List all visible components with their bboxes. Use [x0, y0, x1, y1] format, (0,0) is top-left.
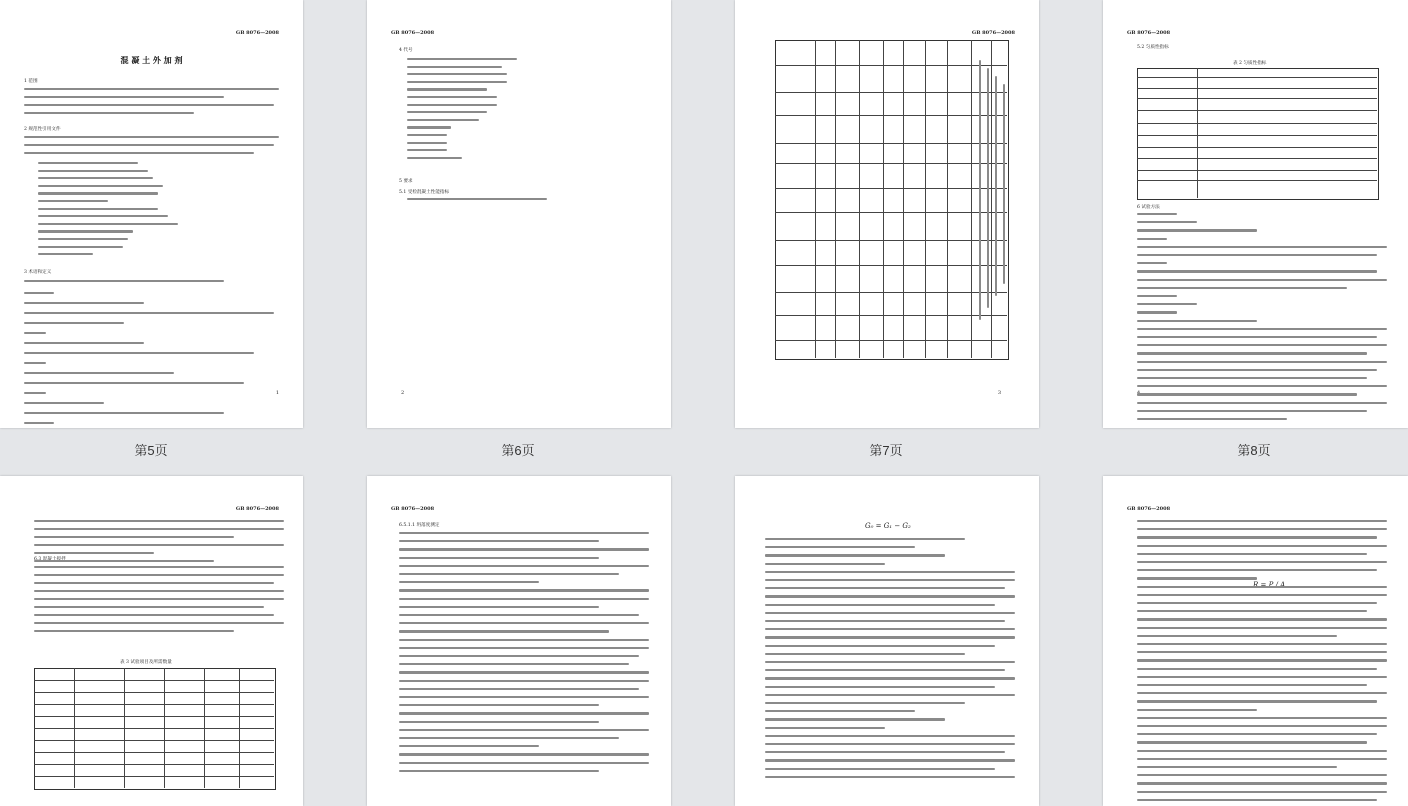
text-line — [765, 595, 1015, 597]
text-line — [399, 696, 649, 698]
table-rule — [34, 740, 274, 741]
text-line — [1137, 651, 1387, 653]
page-label: 第6页 — [501, 443, 535, 458]
text-line — [38, 200, 108, 202]
text-line — [1137, 627, 1387, 629]
text-line — [765, 768, 995, 770]
text-line — [1137, 361, 1387, 363]
table-rule — [1137, 147, 1377, 148]
text-line — [407, 104, 497, 106]
text-line — [399, 737, 619, 739]
table-rule — [34, 704, 274, 705]
text-line — [1137, 709, 1257, 711]
text-line — [399, 729, 649, 731]
table-rule — [815, 40, 816, 358]
formula: G₀ = G₁ − G₂ — [865, 522, 911, 530]
text-line — [34, 528, 284, 530]
table-rule — [34, 752, 274, 753]
text-line — [1137, 295, 1177, 297]
table-rule — [971, 40, 972, 358]
text-line — [1137, 262, 1167, 264]
document-page-6[interactable] — [367, 0, 671, 428]
text-line — [399, 573, 619, 575]
text-line — [1137, 766, 1337, 768]
table-rule — [883, 40, 884, 358]
text-line — [399, 704, 599, 706]
text-line — [407, 96, 497, 98]
text-line — [24, 382, 244, 384]
text-line — [765, 759, 1015, 761]
table-caption: 表 2 匀质性指标 — [1233, 61, 1267, 66]
text-line — [34, 552, 154, 554]
text-line — [765, 710, 915, 712]
text-line — [1137, 536, 1377, 538]
text-line — [1137, 569, 1377, 571]
text-line — [1137, 799, 1377, 801]
text-line — [1137, 750, 1387, 752]
text-line — [34, 560, 214, 562]
table-rule — [903, 40, 904, 358]
text-line — [1137, 287, 1347, 289]
text-line — [399, 581, 539, 583]
text-line — [24, 342, 144, 344]
text-line — [24, 136, 279, 138]
text-line — [407, 66, 502, 68]
section-heading: 5.2 匀质性指标 — [1137, 45, 1169, 50]
text-line — [1137, 336, 1377, 338]
text-line — [407, 81, 507, 83]
text-line — [38, 177, 153, 179]
document-page-10[interactable] — [367, 476, 671, 806]
table-note-line — [987, 68, 989, 308]
table-rule — [775, 265, 1007, 266]
text-line — [24, 112, 194, 114]
text-line — [765, 612, 1015, 614]
text-line — [1137, 328, 1387, 330]
page-header: GB 8076—2008 — [1127, 30, 1171, 36]
text-line — [765, 677, 1015, 679]
table-rule — [775, 340, 1007, 341]
table-rule — [164, 668, 165, 788]
page-number: 2 — [401, 390, 405, 396]
text-line — [407, 111, 487, 113]
text-line — [765, 718, 945, 720]
text-line — [399, 565, 649, 567]
text-line — [765, 587, 1005, 589]
section-heading: 1 范围 — [24, 79, 38, 84]
text-line — [34, 520, 284, 522]
text-line — [1137, 610, 1367, 612]
text-line — [399, 721, 599, 723]
text-line — [1137, 692, 1387, 694]
text-line — [24, 144, 274, 146]
table-rule — [1197, 68, 1198, 198]
text-line — [1137, 213, 1177, 215]
text-line — [24, 392, 46, 394]
text-line — [407, 58, 517, 60]
text-line — [1137, 553, 1367, 555]
text-line — [38, 208, 158, 210]
table-rule — [1137, 135, 1377, 136]
text-line — [1137, 418, 1287, 420]
text-line — [1137, 684, 1367, 686]
text-line — [399, 630, 609, 632]
text-line — [399, 589, 649, 591]
text-line — [38, 253, 93, 255]
document-page-7[interactable] — [735, 0, 1039, 428]
text-line — [765, 579, 1015, 581]
text-line — [34, 590, 284, 592]
standard-title: 混 凝 土 外 加 剂 — [120, 55, 183, 65]
section-heading: 2 规范性引用文件 — [24, 127, 61, 132]
text-line — [1137, 782, 1387, 784]
table-rule — [34, 716, 274, 717]
text-line — [399, 614, 639, 616]
text-line — [1137, 791, 1387, 793]
text-line — [24, 152, 254, 154]
text-line — [34, 544, 284, 546]
table-rule — [947, 40, 948, 358]
text-line — [1137, 643, 1387, 645]
page-header: GB 8076—2008 — [971, 30, 1015, 36]
text-line — [1137, 229, 1257, 231]
text-line — [1137, 238, 1167, 240]
table-rule — [239, 668, 240, 788]
text-line — [407, 88, 487, 90]
text-line — [1137, 774, 1387, 776]
text-line — [1137, 303, 1197, 305]
text-line — [1137, 254, 1377, 256]
text-line — [1137, 410, 1367, 412]
table-rule — [124, 668, 125, 788]
text-line — [1137, 700, 1377, 702]
table-rule — [1137, 180, 1377, 181]
text-line — [399, 557, 599, 559]
text-line — [765, 669, 1005, 671]
section-heading: 5.1 受检混凝土性能指标 — [399, 190, 450, 195]
document-page-12[interactable] — [1103, 476, 1408, 806]
text-line — [765, 571, 1015, 573]
text-line — [765, 563, 885, 565]
text-line — [399, 655, 639, 657]
table-rule — [1137, 123, 1377, 124]
text-line — [399, 688, 639, 690]
text-line — [765, 694, 1015, 696]
text-line — [1137, 246, 1387, 248]
table-rule — [74, 668, 75, 788]
text-line — [24, 322, 124, 324]
table-rule — [775, 163, 1007, 164]
text-line — [407, 134, 447, 136]
text-line — [1137, 586, 1387, 588]
table-rule — [1137, 110, 1377, 111]
text-line — [1137, 393, 1357, 395]
text-line — [399, 548, 649, 550]
text-line — [1137, 344, 1387, 346]
text-line — [1137, 758, 1387, 760]
table-rule — [859, 40, 860, 358]
page-label: 第7页 — [869, 443, 903, 458]
text-line — [407, 157, 462, 159]
text-line — [399, 639, 649, 641]
text-line — [1137, 725, 1387, 727]
text-line — [38, 230, 133, 232]
table-rule — [835, 40, 836, 358]
text-line — [399, 712, 649, 714]
text-line — [1137, 279, 1387, 281]
table-caption: 表 3 试验项目及所需数量 — [120, 660, 172, 665]
text-line — [765, 702, 965, 704]
text-line — [399, 622, 649, 624]
table-rule — [775, 92, 1007, 93]
table-rule — [775, 188, 1007, 189]
text-line — [34, 566, 284, 568]
text-line — [1137, 352, 1367, 354]
text-line — [1137, 385, 1387, 387]
table-rule — [775, 65, 1007, 66]
page-label: 第8页 — [1237, 443, 1271, 458]
text-line — [1137, 377, 1367, 379]
section-heading: 5 要求 — [399, 179, 413, 184]
table-rule — [775, 212, 1007, 213]
table-rule — [34, 692, 274, 693]
page-label: 第5页 — [134, 443, 168, 458]
text-line — [765, 645, 995, 647]
text-line — [765, 727, 885, 729]
text-line — [1137, 618, 1387, 620]
text-line — [765, 751, 1005, 753]
table-rule — [775, 115, 1007, 116]
section-heading: 6.5.1.1 坍落度测定 — [399, 523, 440, 528]
text-line — [399, 745, 539, 747]
text-line — [34, 536, 234, 538]
text-line — [34, 614, 274, 616]
text-line — [24, 302, 144, 304]
section-heading: 4 代号 — [399, 48, 413, 53]
text-line — [38, 170, 148, 172]
text-line — [1137, 528, 1387, 530]
text-line — [38, 215, 168, 217]
text-line — [407, 119, 479, 121]
text-line — [24, 312, 274, 314]
text-line — [24, 292, 54, 294]
text-line — [399, 598, 649, 600]
text-line — [34, 630, 234, 632]
text-line — [765, 776, 1015, 778]
page-number: 3 — [997, 390, 1001, 396]
table-note-line — [1003, 84, 1005, 284]
text-line — [1137, 545, 1387, 547]
text-line — [407, 149, 447, 151]
text-line — [1137, 369, 1377, 371]
text-line — [1137, 320, 1257, 322]
text-line — [38, 246, 123, 248]
text-line — [765, 604, 995, 606]
text-line — [1137, 659, 1387, 661]
text-line — [24, 412, 224, 414]
table-rule — [775, 240, 1007, 241]
text-line — [24, 280, 224, 282]
table-rule — [1137, 98, 1377, 99]
text-line — [765, 628, 1015, 630]
table-rule — [34, 764, 274, 765]
text-line — [1137, 635, 1337, 637]
text-line — [1137, 733, 1377, 735]
table-rule — [775, 292, 1007, 293]
page-header: GB 8076—2008 — [391, 506, 435, 512]
text-line — [1137, 520, 1387, 522]
text-line — [765, 538, 965, 540]
text-line — [38, 238, 128, 240]
text-line — [765, 636, 1015, 638]
table-rule — [991, 40, 992, 358]
section-heading: 6 试验方法 — [1137, 205, 1160, 210]
text-line — [399, 540, 599, 542]
page-header: GB 8076—2008 — [235, 30, 279, 36]
text-line — [765, 620, 1005, 622]
table-grid — [775, 40, 1009, 360]
text-line — [399, 762, 649, 764]
text-line — [407, 142, 447, 144]
table-rule — [775, 315, 1007, 316]
text-line — [1137, 561, 1387, 563]
text-line — [24, 332, 46, 334]
table-rule — [1137, 77, 1377, 78]
text-line — [399, 770, 599, 772]
page-header: GB 8076—2008 — [235, 506, 279, 512]
text-line — [38, 192, 158, 194]
text-line — [399, 753, 649, 755]
text-line — [1137, 402, 1387, 404]
text-line — [765, 686, 995, 688]
text-line — [765, 554, 945, 556]
text-line — [1137, 741, 1367, 743]
text-line — [399, 647, 649, 649]
text-line — [407, 73, 507, 75]
text-line — [24, 422, 54, 424]
text-line — [1137, 221, 1197, 223]
text-line — [1137, 270, 1377, 272]
text-line — [34, 598, 284, 600]
page-number: 1 — [275, 390, 279, 396]
text-line — [24, 362, 46, 364]
text-line — [765, 653, 965, 655]
table-note-line — [995, 76, 997, 296]
text-line — [34, 622, 284, 624]
table-rule — [34, 728, 274, 729]
text-line — [1137, 717, 1387, 719]
text-line — [1137, 311, 1177, 313]
text-line — [399, 606, 599, 608]
text-line — [24, 372, 174, 374]
text-line — [34, 606, 264, 608]
text-line — [765, 546, 915, 548]
text-line — [399, 532, 649, 534]
page-header: GB 8076—2008 — [1127, 506, 1171, 512]
text-line — [1137, 577, 1257, 579]
text-line — [34, 582, 274, 584]
text-line — [1137, 676, 1387, 678]
text-line — [1137, 594, 1387, 596]
table-rule — [1137, 170, 1377, 171]
text-line — [1137, 602, 1377, 604]
text-line — [1137, 668, 1377, 670]
section-heading: 3 术语和定义 — [24, 270, 52, 275]
text-line — [407, 126, 451, 128]
document-page-5[interactable] — [0, 0, 303, 428]
text-line — [765, 743, 1015, 745]
table-rule — [204, 668, 205, 788]
table-note-line — [979, 60, 981, 320]
text-line — [399, 680, 649, 682]
text-line — [24, 88, 279, 90]
text-line — [399, 671, 649, 673]
text-line — [24, 402, 104, 404]
document-page-8[interactable] — [1103, 0, 1408, 428]
page-header: GB 8076—2008 — [391, 30, 435, 36]
text-line — [399, 663, 629, 665]
table-rule — [1137, 158, 1377, 159]
table-rule — [34, 776, 274, 777]
text-line — [34, 574, 284, 576]
table-rule — [775, 143, 1007, 144]
text-line — [24, 104, 274, 106]
text-line — [765, 661, 1015, 663]
text-line — [38, 185, 163, 187]
text-line — [38, 162, 138, 164]
text-line — [765, 735, 1015, 737]
table-rule — [925, 40, 926, 358]
text-line — [24, 352, 254, 354]
document-page-11[interactable] — [735, 476, 1039, 806]
text-line — [38, 223, 178, 225]
document-page-9[interactable] — [0, 476, 303, 806]
text-line — [24, 96, 224, 98]
text-line — [407, 198, 547, 200]
table-rule — [1137, 88, 1377, 89]
table-rule — [34, 680, 274, 681]
